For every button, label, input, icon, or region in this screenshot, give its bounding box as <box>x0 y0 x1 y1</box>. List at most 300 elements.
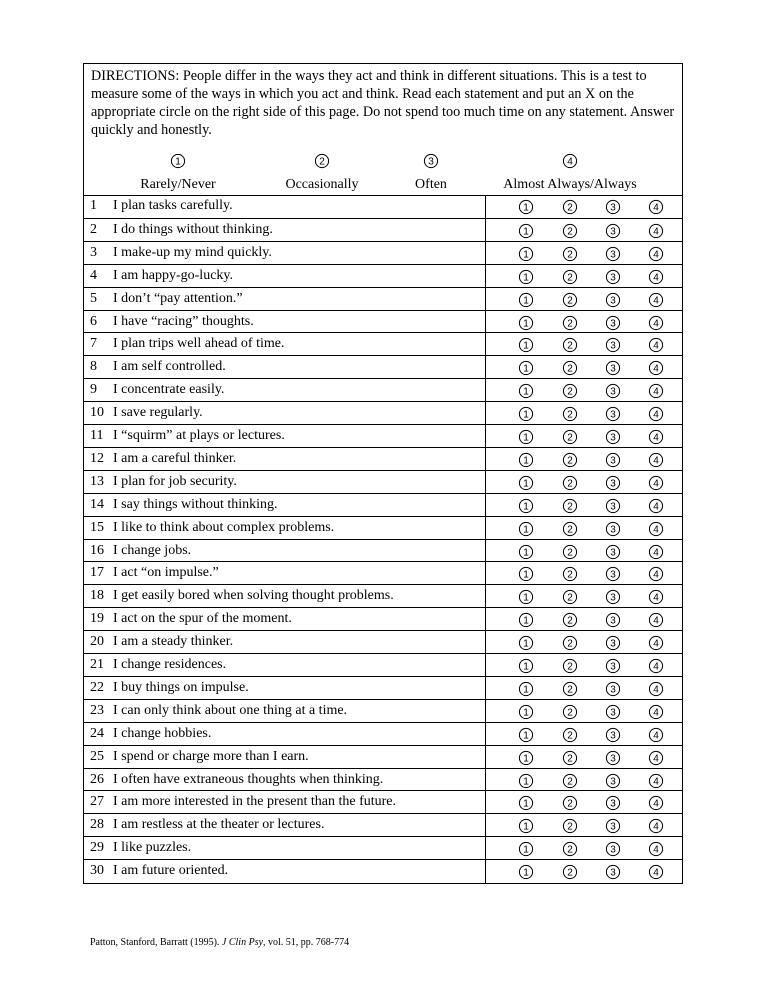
item-row <box>84 539 682 562</box>
item-row <box>84 561 682 584</box>
item-number: 17 <box>90 565 104 581</box>
svg-text:2: 2 <box>567 592 573 604</box>
item-number: 8 <box>90 359 97 375</box>
svg-text:3: 3 <box>610 798 616 810</box>
response-circle-3[interactable] <box>605 795 621 811</box>
svg-text:4: 4 <box>653 226 659 238</box>
response-circle-4[interactable] <box>648 681 664 697</box>
response-circle-4[interactable] <box>648 315 664 331</box>
item-statement: I change hobbies. <box>113 725 212 741</box>
svg-text:2: 2 <box>567 386 573 398</box>
response-circle-3[interactable] <box>605 681 621 697</box>
item-row <box>84 607 682 630</box>
response-circle-4[interactable] <box>648 223 664 239</box>
response-circle-2[interactable] <box>562 292 578 308</box>
response-circle-3[interactable] <box>605 635 621 651</box>
item-row <box>84 264 682 287</box>
response-circle-4[interactable] <box>648 658 664 674</box>
item-number: 29 <box>90 840 104 856</box>
svg-text:3: 3 <box>610 455 616 467</box>
svg-text:1: 1 <box>523 844 529 856</box>
response-circle-1[interactable] <box>518 383 534 399</box>
svg-text:4: 4 <box>653 615 659 627</box>
response-circle-3[interactable] <box>605 750 621 766</box>
item-statement: I make-up my mind quickly. <box>113 244 272 260</box>
scale-label-1: Rarely/Never <box>140 177 216 192</box>
response-circle-2[interactable] <box>562 475 578 491</box>
svg-text:4: 4 <box>653 340 659 352</box>
item-number: 22 <box>90 679 104 695</box>
scale-symbol-4 <box>562 153 578 169</box>
response-circle-4[interactable] <box>648 566 664 582</box>
item-statement: I can only think about one thing at a time. <box>113 702 348 718</box>
response-circle-3[interactable] <box>605 475 621 491</box>
item-number: 10 <box>90 405 104 421</box>
response-circle-1[interactable] <box>518 750 534 766</box>
svg-text:3: 3 <box>610 592 616 604</box>
svg-text:3: 3 <box>610 478 616 490</box>
response-circle-1[interactable] <box>518 681 534 697</box>
svg-text:1: 1 <box>523 295 529 307</box>
svg-text:1: 1 <box>523 226 529 238</box>
response-circle-2[interactable] <box>562 246 578 262</box>
response-circle-4[interactable] <box>648 406 664 422</box>
response-circle-3[interactable] <box>605 589 621 605</box>
item-row <box>84 653 682 676</box>
response-circle-2[interactable] <box>562 269 578 285</box>
item-number: 21 <box>90 657 104 672</box>
svg-text:1: 1 <box>523 867 529 879</box>
response-circle-4[interactable] <box>648 521 664 537</box>
svg-text:1: 1 <box>523 202 529 214</box>
svg-text:2: 2 <box>567 661 573 673</box>
svg-text:2: 2 <box>567 821 573 833</box>
response-circle-4[interactable] <box>648 383 664 399</box>
response-circle-1[interactable] <box>518 199 534 215</box>
response-circle-4[interactable] <box>648 475 664 491</box>
response-circle-2[interactable] <box>562 452 578 468</box>
item-number: 18 <box>90 588 104 604</box>
svg-text:4: 4 <box>653 730 659 742</box>
svg-text:1: 1 <box>523 547 529 559</box>
scale-label-3: Often <box>415 177 447 192</box>
item-row <box>84 332 682 355</box>
svg-text:4: 4 <box>653 363 659 375</box>
response-circle-4[interactable] <box>648 612 664 628</box>
svg-text:2: 2 <box>567 501 573 513</box>
svg-text:4: 4 <box>653 295 659 307</box>
response-circle-3[interactable] <box>605 841 621 857</box>
response-circle-4[interactable] <box>648 818 664 834</box>
item-row <box>84 195 682 218</box>
svg-text:1: 1 <box>175 156 181 168</box>
svg-text:1: 1 <box>523 821 529 833</box>
item-number: 23 <box>90 702 104 718</box>
svg-text:2: 2 <box>567 455 573 467</box>
svg-text:1: 1 <box>523 272 529 284</box>
response-circle-3[interactable] <box>605 704 621 720</box>
response-circle-1[interactable] <box>518 223 534 239</box>
scale-symbol-1 <box>170 153 186 169</box>
response-circle-1[interactable] <box>518 315 534 331</box>
response-circle-1[interactable] <box>518 727 534 743</box>
svg-text:1: 1 <box>523 432 529 444</box>
svg-text:3: 3 <box>610 615 616 627</box>
response-circle-2[interactable] <box>562 429 578 445</box>
svg-text:4: 4 <box>653 638 659 650</box>
item-statement: I have “racing” thoughts. <box>113 313 254 329</box>
response-circle-1[interactable] <box>518 406 534 422</box>
response-circle-2[interactable] <box>562 544 578 560</box>
svg-text:2: 2 <box>567 867 573 879</box>
svg-text:4: 4 <box>653 547 659 559</box>
svg-text:1: 1 <box>523 661 529 673</box>
response-circle-1[interactable] <box>518 292 534 308</box>
response-circle-2[interactable] <box>562 498 578 514</box>
response-circle-2[interactable] <box>562 199 578 215</box>
response-circle-1[interactable] <box>518 795 534 811</box>
svg-text:1: 1 <box>523 340 529 352</box>
svg-text:2: 2 <box>567 798 573 810</box>
response-circle-4[interactable] <box>648 773 664 789</box>
svg-text:3: 3 <box>610 753 616 765</box>
response-circle-3[interactable] <box>605 292 621 308</box>
svg-text:3: 3 <box>610 363 616 375</box>
item-row <box>84 310 682 333</box>
item-number: 30 <box>90 863 104 879</box>
svg-text:4: 4 <box>653 432 659 444</box>
svg-text:4: 4 <box>653 501 659 513</box>
svg-text:4: 4 <box>653 776 659 788</box>
svg-text:3: 3 <box>610 707 616 719</box>
response-circle-1[interactable] <box>518 475 534 491</box>
response-circle-4[interactable] <box>648 292 664 308</box>
item-statement: I don’t “pay attention.” <box>113 290 243 306</box>
response-circle-1[interactable] <box>518 773 534 789</box>
item-statement: I am future oriented. <box>113 863 229 879</box>
item-row <box>84 836 682 859</box>
response-circle-2[interactable] <box>562 727 578 743</box>
response-circle-3[interactable] <box>605 521 621 537</box>
svg-text:1: 1 <box>523 776 529 788</box>
svg-text:2: 2 <box>567 295 573 307</box>
response-circle-1[interactable] <box>518 521 534 537</box>
response-circle-2[interactable] <box>562 704 578 720</box>
response-circle-1[interactable] <box>518 658 534 674</box>
response-circle-2[interactable] <box>562 681 578 697</box>
svg-text:1: 1 <box>523 569 529 581</box>
item-statement: I change jobs. <box>113 542 192 558</box>
item-number: 1 <box>90 198 97 213</box>
response-circle-3[interactable] <box>605 223 621 239</box>
response-circle-2[interactable] <box>562 841 578 857</box>
response-circle-1[interactable] <box>518 360 534 376</box>
svg-text:1: 1 <box>523 249 529 261</box>
item-row <box>84 745 682 768</box>
svg-text:4: 4 <box>653 569 659 581</box>
response-circle-1[interactable] <box>518 246 534 262</box>
response-circle-3[interactable] <box>605 498 621 514</box>
response-circle-4[interactable] <box>648 544 664 560</box>
svg-text:2: 2 <box>567 615 573 627</box>
item-statement: I am a steady thinker. <box>113 634 234 650</box>
response-circle-4[interactable] <box>648 750 664 766</box>
response-circle-1[interactable] <box>518 544 534 560</box>
item-statement: I am restless at the theater or lectures. <box>113 817 325 833</box>
response-circle-2[interactable] <box>562 795 578 811</box>
svg-text:1: 1 <box>523 318 529 330</box>
response-circle-3[interactable] <box>605 566 621 582</box>
response-circle-1[interactable] <box>518 589 534 605</box>
citation-details: , vol. 51, pp. 768-774 <box>263 937 350 948</box>
svg-text:3: 3 <box>610 249 616 261</box>
item-number: 24 <box>90 725 104 741</box>
item-row <box>84 813 682 836</box>
svg-text:3: 3 <box>610 432 616 444</box>
response-circle-2[interactable] <box>562 612 578 628</box>
svg-text:4: 4 <box>653 592 659 604</box>
item-row <box>84 424 682 447</box>
response-circle-2[interactable] <box>562 360 578 376</box>
svg-text:4: 4 <box>653 798 659 810</box>
response-circle-4[interactable] <box>648 199 664 215</box>
svg-text:2: 2 <box>567 432 573 444</box>
item-number: 13 <box>90 473 104 489</box>
item-statement: I buy things on impulse. <box>113 679 249 695</box>
svg-text:2: 2 <box>567 684 573 696</box>
item-number: 26 <box>90 771 104 787</box>
svg-text:1: 1 <box>523 501 529 513</box>
item-number: 6 <box>90 313 97 329</box>
svg-text:4: 4 <box>653 202 659 214</box>
svg-text:3: 3 <box>610 272 616 284</box>
svg-text:4: 4 <box>653 318 659 330</box>
response-circle-3[interactable] <box>605 246 621 262</box>
response-circle-2[interactable] <box>562 223 578 239</box>
response-circle-2[interactable] <box>562 750 578 766</box>
response-circle-3[interactable] <box>605 406 621 422</box>
svg-text:4: 4 <box>653 455 659 467</box>
response-circle-2[interactable] <box>562 337 578 353</box>
item-statement: I plan trips well ahead of time. <box>113 336 285 352</box>
citation-journal: J Clin Psy <box>221 937 264 948</box>
response-circle-1[interactable] <box>518 635 534 651</box>
response-circle-4[interactable] <box>648 452 664 468</box>
svg-text:2: 2 <box>567 753 573 765</box>
item-number: 14 <box>90 496 104 512</box>
response-circle-3[interactable] <box>605 383 621 399</box>
item-number: 20 <box>90 634 104 650</box>
response-circle-2[interactable] <box>562 818 578 834</box>
response-circle-4[interactable] <box>648 589 664 605</box>
response-circle-4[interactable] <box>648 360 664 376</box>
response-circle-1[interactable] <box>518 429 534 445</box>
svg-text:4: 4 <box>653 249 659 261</box>
svg-text:3: 3 <box>610 730 616 742</box>
scale-label-2: Occasionally <box>285 177 359 192</box>
svg-text:1: 1 <box>523 524 529 536</box>
response-circle-2[interactable] <box>562 566 578 582</box>
item-row <box>84 287 682 310</box>
directions-text: DIRECTIONS: People differ in the ways they act and think in different situations. This is a test to measure some of the ways in which you act and think. Read each statement and put an X on the appropriate circle on the right side of this page. Do not spend too much time on any statement. Answer quickly and honestly. <box>91 68 675 138</box>
response-circle-4[interactable] <box>648 704 664 720</box>
svg-text:2: 2 <box>567 547 573 559</box>
response-circle-2[interactable] <box>562 658 578 674</box>
svg-text:3: 3 <box>610 295 616 307</box>
response-circle-1[interactable] <box>518 818 534 834</box>
item-row <box>84 447 682 470</box>
item-row <box>84 241 682 264</box>
scale-label-4: Almost Always/Always <box>503 177 637 192</box>
response-circle-3[interactable] <box>605 658 621 674</box>
svg-text:4: 4 <box>653 867 659 879</box>
item-statement: I like puzzles. <box>113 840 192 856</box>
response-circle-2[interactable] <box>562 773 578 789</box>
svg-text:4: 4 <box>653 684 659 696</box>
svg-text:4: 4 <box>653 386 659 398</box>
response-circle-3[interactable] <box>605 544 621 560</box>
svg-text:2: 2 <box>567 202 573 214</box>
item-number: 5 <box>90 290 97 306</box>
item-statement: I “squirm” at plays or lectures. <box>113 428 285 443</box>
response-circle-2[interactable] <box>562 315 578 331</box>
item-statement: I concentrate easily. <box>113 382 225 398</box>
item-row <box>84 768 682 791</box>
svg-text:1: 1 <box>523 730 529 742</box>
svg-text:3: 3 <box>610 524 616 536</box>
item-row <box>84 790 682 813</box>
svg-text:3: 3 <box>610 409 616 421</box>
item-statement: I am happy-go-lucky. <box>113 267 233 283</box>
svg-text:4: 4 <box>567 156 573 168</box>
item-statement: I plan tasks carefully. <box>113 198 233 213</box>
response-circle-1[interactable] <box>518 337 534 353</box>
item-statement: I am a careful thinker. <box>113 450 237 466</box>
response-circle-4[interactable] <box>648 269 664 285</box>
item-statement: I act “on impulse.” <box>113 565 219 581</box>
item-statement: I do things without thinking. <box>113 221 273 237</box>
svg-text:4: 4 <box>653 821 659 833</box>
response-circle-3[interactable] <box>605 429 621 445</box>
svg-text:3: 3 <box>428 156 434 168</box>
item-number: 28 <box>90 817 104 833</box>
response-circle-1[interactable] <box>518 452 534 468</box>
item-statement: I plan for job security. <box>113 473 237 489</box>
svg-text:1: 1 <box>523 409 529 421</box>
response-circle-2[interactable] <box>562 406 578 422</box>
response-circle-4[interactable] <box>648 727 664 743</box>
response-circle-3[interactable] <box>605 452 621 468</box>
response-circle-1[interactable] <box>518 269 534 285</box>
svg-text:2: 2 <box>567 569 573 581</box>
svg-text:3: 3 <box>610 638 616 650</box>
response-circle-4[interactable] <box>648 864 664 880</box>
svg-text:4: 4 <box>653 478 659 490</box>
response-circle-4[interactable] <box>648 337 664 353</box>
svg-text:4: 4 <box>653 707 659 719</box>
item-row <box>84 493 682 516</box>
questionnaire-sheet <box>83 63 683 884</box>
item-row <box>84 218 682 241</box>
svg-text:3: 3 <box>610 867 616 879</box>
svg-text:1: 1 <box>523 386 529 398</box>
svg-text:2: 2 <box>567 249 573 261</box>
response-circle-3[interactable] <box>605 269 621 285</box>
item-row <box>84 516 682 539</box>
response-circle-1[interactable] <box>518 566 534 582</box>
item-statement: I am self controlled. <box>113 359 226 375</box>
response-circle-3[interactable] <box>605 612 621 628</box>
response-circle-1[interactable] <box>518 612 534 628</box>
item-statement: I act on the spur of the moment. <box>113 611 292 627</box>
svg-text:1: 1 <box>523 615 529 627</box>
response-circle-3[interactable] <box>605 315 621 331</box>
item-row <box>84 630 682 653</box>
svg-text:4: 4 <box>653 844 659 856</box>
svg-text:2: 2 <box>567 730 573 742</box>
response-circle-2[interactable] <box>562 521 578 537</box>
svg-text:1: 1 <box>523 707 529 719</box>
item-statement: I say things without thinking. <box>113 496 278 512</box>
svg-text:2: 2 <box>567 638 573 650</box>
scale-symbol-2 <box>314 153 330 169</box>
svg-text:3: 3 <box>610 318 616 330</box>
response-circle-4[interactable] <box>648 635 664 651</box>
svg-text:3: 3 <box>610 501 616 513</box>
svg-text:2: 2 <box>567 363 573 375</box>
response-circle-1[interactable] <box>518 498 534 514</box>
svg-text:4: 4 <box>653 409 659 421</box>
response-circle-4[interactable] <box>648 429 664 445</box>
svg-text:2: 2 <box>567 524 573 536</box>
response-circle-3[interactable] <box>605 337 621 353</box>
response-circle-3[interactable] <box>605 773 621 789</box>
item-number: 19 <box>90 611 104 627</box>
response-circle-4[interactable] <box>648 795 664 811</box>
response-circle-2[interactable] <box>562 864 578 880</box>
response-circle-4[interactable] <box>648 246 664 262</box>
svg-text:1: 1 <box>523 455 529 467</box>
response-circle-3[interactable] <box>605 199 621 215</box>
svg-text:4: 4 <box>653 661 659 673</box>
response-circle-2[interactable] <box>562 589 578 605</box>
svg-text:2: 2 <box>567 776 573 788</box>
response-circle-2[interactable] <box>562 635 578 651</box>
svg-text:1: 1 <box>523 684 529 696</box>
svg-text:4: 4 <box>653 524 659 536</box>
response-circle-2[interactable] <box>562 383 578 399</box>
response-circle-4[interactable] <box>648 841 664 857</box>
item-number: 16 <box>90 542 104 558</box>
response-circle-1[interactable] <box>518 841 534 857</box>
response-circle-4[interactable] <box>648 498 664 514</box>
item-statement: I save regularly. <box>113 405 203 421</box>
response-circle-3[interactable] <box>605 818 621 834</box>
svg-text:3: 3 <box>610 386 616 398</box>
item-row <box>84 722 682 745</box>
response-circle-3[interactable] <box>605 727 621 743</box>
item-statement: I often have extraneous thoughts when thinking. <box>113 771 384 787</box>
response-circle-1[interactable] <box>518 704 534 720</box>
svg-text:2: 2 <box>567 318 573 330</box>
response-circle-3[interactable] <box>605 864 621 880</box>
item-number: 27 <box>90 794 104 810</box>
response-circle-3[interactable] <box>605 360 621 376</box>
item-row <box>84 378 682 401</box>
response-circle-1[interactable] <box>518 864 534 880</box>
svg-text:2: 2 <box>567 707 573 719</box>
item-statement: I change residences. <box>113 657 227 672</box>
